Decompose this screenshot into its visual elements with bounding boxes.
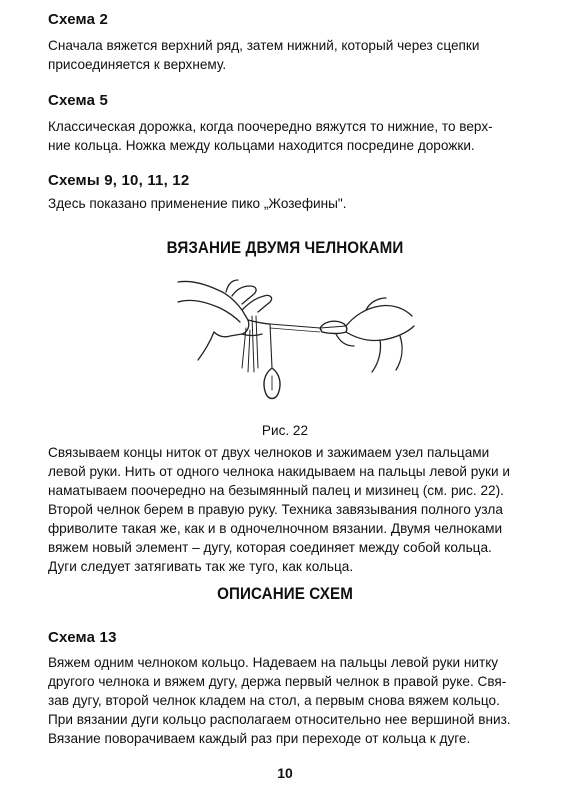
scheme-2-text [48, 36, 554, 74]
two-shuttles-text [48, 443, 554, 576]
section-title-two-shuttles: ВЯЗАНИЕ ДВУМЯ ЧЕЛНОКАМИ [166, 239, 404, 257]
schemes-9-12-heading: Схемы 9, 10, 11, 12 [48, 172, 190, 189]
text-line: Второй челнок берем в правую руку. Техника завязывания полного узла [48, 502, 503, 517]
text-line: При вязании дуги кольцо располагаем относительно нее вершиной вниз. [48, 712, 511, 727]
hands-with-shuttles-illustration [170, 272, 420, 422]
schemes-9-12-text [48, 194, 554, 213]
text-line: другого челнока и вяжем дугу, держа первый челнок в правой руке. Свя- [48, 674, 507, 689]
scheme-13-text [48, 653, 554, 748]
text-line: Классическая дорожка, когда поочередно вяжутся то нижние, то верх- [48, 119, 493, 134]
text-line: присоединяется к верхнему. [48, 57, 227, 72]
text-line: зав дугу, второй челнок кладем на стол, а первым снова вяжем кольцо. [48, 693, 500, 708]
text-line: Вяжем одним челноком кольцо. Надеваем на пальцы левой руки нитку [48, 655, 499, 670]
scheme-5-text [48, 117, 554, 155]
text-line: левой руки. Нить от одного челнока накидываем на пальцы левой руки и [48, 464, 510, 479]
text-line: Сначала вяжется верхний ряд, затем нижний, который через сцепки [48, 38, 480, 53]
text-line: вяжем новый элемент – дугу, которая соединяет между собой кольца. [48, 540, 492, 555]
section-title-schemes: ОПИСАНИЕ СХЕМ [217, 585, 353, 603]
text-line: фриволите такая же, как и в одночелночном вязании. Двумя челноками [48, 521, 503, 536]
scheme-2-heading: Схема 2 [48, 11, 109, 28]
text-line: Связываем концы ниток от двух челноков и зажимаем узел пальцами [48, 445, 490, 460]
text-line: ние кольца. Ножка между кольцами находится посредине дорожки. [48, 138, 475, 153]
scheme-13-heading: Схема 13 [48, 629, 117, 646]
scheme-5-heading: Схема 5 [48, 92, 109, 109]
text-line: Вязание поворачиваем каждый раз при переходе от кольца к дуге. [48, 731, 471, 746]
text-line: наматываем поочередно на безымянный палец и мизинец (см. рис. 22). [48, 483, 504, 498]
text-line: Дуги следует затягивать так же туго, как кольца. [48, 559, 354, 574]
figure-caption: Рис. 22 [261, 423, 309, 438]
text-line: Здесь показано применение пико „Жозефины". [48, 196, 347, 211]
page-number: 10 [277, 765, 293, 781]
